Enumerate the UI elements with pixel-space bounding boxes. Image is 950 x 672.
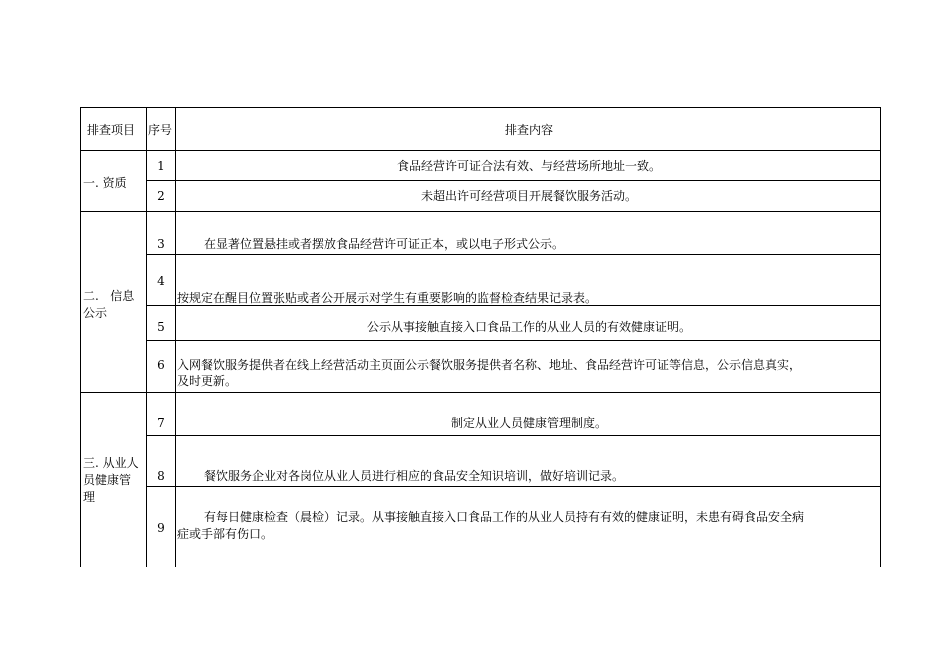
inspection-table [80, 107, 881, 567]
header-no: 序号 [148, 123, 173, 137]
row-content-3: 在显著位置悬挂或者摆放食品经营许可证正本，或以电子形式公示。 [204, 237, 565, 251]
row-content-7: 制定从业人员健康管理制度。 [450, 416, 607, 430]
row-no-6: 6 [157, 358, 165, 372]
row-no-2: 2 [157, 189, 165, 203]
row-content-8: 餐饮服务企业对各岗位从业人员进行相应的食品安全知识培训，做好培训记录。 [204, 469, 625, 483]
row-line-7 [146, 435, 880, 436]
row-no-3: 3 [157, 237, 165, 251]
row-no-4: 4 [157, 274, 165, 288]
row-line-8 [146, 486, 880, 487]
header-category: 排查项目 [87, 123, 136, 137]
row-line-5 [146, 340, 880, 341]
row-content-9-line1: 有每日健康检查（晨检）记录。从事接触直接入口食品工作的从业人员持有有效的健康证明，未患有碍食品安全病 [204, 510, 805, 524]
row-content-4: 按规定在醒目位置张贴或者公开展示对学生有重要影响的监督检查结果记录表。 [177, 291, 598, 305]
row-line-3 [146, 254, 880, 255]
header-bottom-line [81, 150, 880, 151]
section-line-1 [81, 211, 880, 212]
row-line-1 [146, 180, 880, 181]
section-line-2 [81, 392, 880, 393]
row-content-6-line2: 及时更新。 [177, 374, 238, 388]
row-content-6-line1: 入网餐饮服务提供者在线上经营活动主页面公示餐饮服务提供者名称、地址、食品经营许可证等信息，公示信息真实， [177, 358, 802, 372]
section-label-info-line2: 公示 [83, 306, 108, 320]
section-label-info-line1: 二. 信息 [83, 289, 135, 303]
row-no-5: 5 [157, 320, 165, 334]
row-content-2: 未超出许可经营项目开展餐饮服务活动。 [420, 189, 637, 203]
row-content-1: 食品经营许可证合法有效、与经营场所地址一致。 [396, 159, 661, 173]
row-no-8: 8 [157, 469, 165, 483]
row-content-9-line2: 症或手部有伤口。 [177, 527, 274, 541]
row-no-7: 7 [157, 416, 165, 430]
header-content: 排查内容 [504, 123, 553, 137]
col-divider-category [146, 108, 147, 567]
section-label-health-line3: 理 [83, 490, 96, 504]
section-label-health-line2: 员健康管 [83, 473, 132, 487]
row-no-9: 9 [157, 521, 165, 535]
row-content-5: 公示从事接触直接入口食品工作的从业人员的有效健康证明。 [366, 320, 691, 334]
col-divider-no [175, 108, 176, 567]
section-label-health-line1: 三. 从业人 [83, 456, 139, 470]
section-label-qualification: 一. 资质 [83, 176, 127, 190]
row-no-1: 1 [157, 159, 165, 173]
